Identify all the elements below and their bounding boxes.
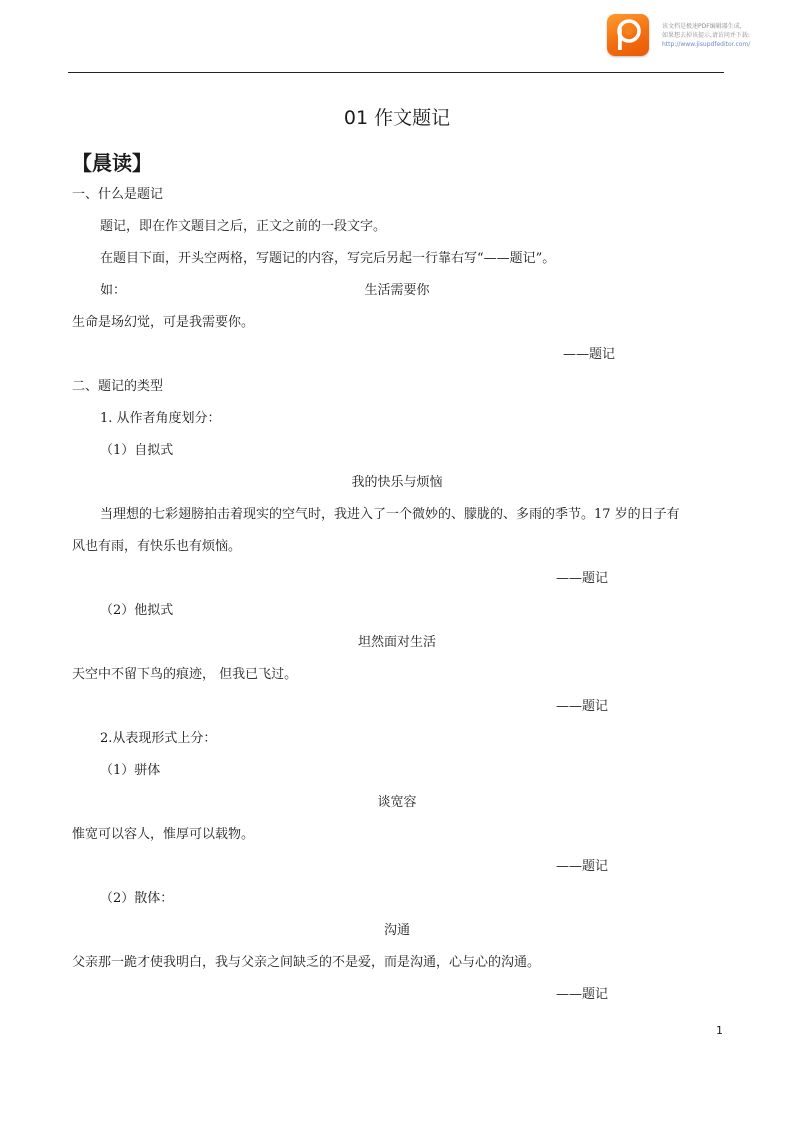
document-logo-icon [607,14,649,56]
example-text: 天空中不留下鸟的痕迹， 但我已飞过。 [72,667,298,682]
signature: ——题记 [556,571,609,586]
editor-note-link[interactable]: http://www.jisupdfeditor.com/ [662,41,751,48]
subsection-heading: 2.从表现形式上分： [100,731,217,746]
section-2-heading: 二、题记的类型 [72,379,164,394]
example-text: 父亲那一跪才使我明白，我与父亲之间缺乏的不是爱，而是沟通，心与心的沟通。 [72,955,541,970]
page-number: 1 [716,1024,723,1037]
section-1-heading: 一、什么是题记 [72,187,164,202]
signature: ——题记 [556,699,609,714]
example-title: 谈宽容 [377,795,417,810]
example-title: 坦然面对生活 [357,635,436,650]
example-text: 风也有雨，有快乐也有烦恼。 [72,539,242,554]
item-label: （1）自拟式 [100,443,174,458]
example-label: 如： [100,283,127,298]
paragraph: 在题目下面，开头空两格，写题记的内容，写完后另起一行靠右写“——题记”。 [100,251,556,266]
example-title: 沟通 [383,923,410,938]
signature: ——题记 [563,347,616,362]
signature: ——题记 [556,859,609,874]
editor-note-line-2: 如果想去掉该提示,请访问并下载: [662,32,750,39]
item-label: （1）骈体 [100,763,161,778]
item-label: （2）他拟式 [100,603,174,618]
example-text: 惟宽可以容人，惟厚可以载物。 [72,827,255,842]
signature: ——题记 [556,987,609,1002]
section-heading: 【晨读】 [72,151,152,175]
example-title: 我的快乐与烦恼 [351,475,443,490]
header-rule [68,72,724,73]
example-text: 当理想的七彩翅膀拍击着现实的空气时，我进入了一个微妙的、朦胧的、多雨的季节。17 岁的日子有 [100,507,680,522]
editor-note-line-1: 该文档是极速PDF编辑器生成, [662,23,742,30]
document-title: 01 作文题记 [343,107,451,129]
example-title: 生活需要你 [364,283,430,298]
subsection-heading: 1. 从作者角度划分： [100,411,221,426]
example-text: 生命是场幻觉，可是我需要你。 [72,315,255,330]
item-label: （2）散体： [100,891,174,906]
paragraph: 题记，即在作文题目之后，正文之前的一段文字。 [100,219,387,234]
